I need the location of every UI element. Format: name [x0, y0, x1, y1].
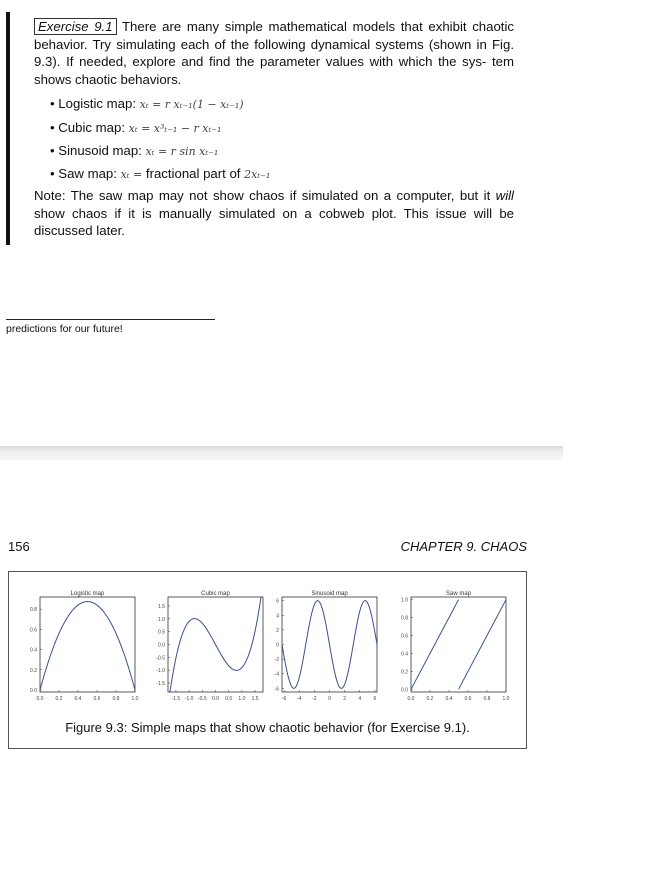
- y-tick-label: -6: [274, 686, 279, 693]
- x-tick-label: 6: [373, 696, 377, 702]
- bullet-sinusoid: • Sinusoid map: xₜ = r sin xₜ₋₁: [50, 143, 219, 158]
- y-tick-label: 4: [276, 613, 279, 620]
- x-tick-label: -6: [281, 696, 287, 702]
- y-tick-label: 0.8: [30, 607, 37, 614]
- note-pre: Note: The saw map may not show chaos if simulated on a computer, but it: [34, 188, 491, 203]
- bullet-saw: • Saw map: xₜ = fractional part of 2xₜ₋₁: [50, 166, 271, 181]
- x-tick-label: 1.5: [251, 696, 259, 702]
- exercise-note: [34, 187, 514, 240]
- y-tick-label: 0.6: [30, 627, 37, 634]
- y-tick-label: 1.5: [158, 603, 165, 610]
- note-emphasis: will: [495, 188, 514, 203]
- plot-title: Saw map: [445, 591, 472, 597]
- bullet-name: Logistic map:: [58, 96, 136, 111]
- plot-title: Cubic map: [201, 591, 230, 597]
- x-tick-label: -2: [312, 696, 317, 702]
- bullet-formula: xₜ = r xₜ₋₁(1 − xₜ₋₁): [139, 98, 244, 111]
- bullet-formula: xₜ = x³ₜ₋₁ − r xₜ₋₁: [128, 122, 222, 135]
- y-tick-label: 0.4: [30, 647, 37, 654]
- bullet-name: Cubic map:: [58, 120, 125, 135]
- y-tick-label: 0.2: [401, 669, 408, 676]
- x-tick-label: 0.5: [225, 696, 233, 702]
- x-tick-label: 0.0: [36, 696, 44, 702]
- y-tick-label: 0.4: [401, 651, 408, 658]
- plot-curve: [40, 602, 135, 690]
- bullet-formula: xₜ = r sin xₜ₋₁: [145, 145, 219, 158]
- intro-line1: There are many simple mathematical models that exhibit chaotic: [122, 19, 514, 34]
- y-tick-label: 0.8: [401, 615, 408, 622]
- bullet-formula-pre: xₜ =: [120, 168, 143, 181]
- note-post: show chaos if it is manually simulated on a cobweb plot. This issue will be discussed later.: [34, 205, 514, 238]
- x-tick-label: 0.6: [93, 696, 101, 702]
- intro-rest: behavior. Try simulating each of the following dynamical systems (shown in Fig. 9.3). If needed, explore and find the parameter values with which the sys- tem shows chaotic behaviors.: [34, 36, 514, 87]
- x-tick-label: 0.4: [74, 696, 82, 702]
- y-tick-label: -4: [274, 671, 279, 678]
- bullet-name: Sinusoid map:: [58, 143, 142, 158]
- exercise-intro: [34, 18, 514, 88]
- figure-plots: [0, 580, 540, 710]
- y-tick-label: 0.0: [401, 687, 408, 694]
- y-tick-label: -1.5: [156, 681, 165, 688]
- plot-curve: [411, 600, 506, 690]
- y-tick-label: -2: [274, 657, 279, 664]
- x-tick-label: 1.0: [502, 696, 510, 702]
- x-tick-label: 1.0: [238, 696, 246, 702]
- plot-curve: [168, 597, 263, 692]
- y-tick-label: 0.0: [30, 687, 37, 694]
- bullet-cubic: • Cubic map: xₜ = x³ₜ₋₁ − r xₜ₋₁: [50, 120, 222, 135]
- y-tick-label: -0.5: [156, 655, 165, 662]
- footnote-rule: [6, 319, 215, 320]
- plot-curve: [282, 601, 377, 689]
- x-tick-label: -1.0: [184, 696, 194, 702]
- x-tick-label: -4: [297, 696, 302, 702]
- x-tick-label: 0.2: [426, 696, 434, 702]
- x-tick-label: 0.8: [483, 696, 491, 702]
- exercise-sidebar-rule: [6, 12, 10, 245]
- y-tick-label: 0.0: [158, 642, 165, 649]
- x-tick-label: 0.2: [55, 696, 63, 702]
- x-tick-label: 0.0: [212, 696, 219, 702]
- x-tick-label: 2: [343, 696, 347, 702]
- figure-caption: Figure 9.3: Simple maps that show chaotic behavior (for Exercise 9.1).: [65, 720, 470, 735]
- x-tick-label: 0.8: [112, 696, 120, 702]
- x-tick-label: 1.0: [131, 696, 139, 702]
- x-tick-label: 0.4: [445, 696, 453, 702]
- y-tick-label: -1.0: [156, 668, 165, 675]
- y-tick-label: 0: [276, 642, 279, 649]
- exercise-label: Exercise 9.1: [34, 18, 117, 35]
- y-tick-label: 0.2: [30, 667, 37, 674]
- y-tick-label: 1.0: [401, 597, 408, 604]
- footnote-text: predictions for our future!: [6, 323, 123, 335]
- x-tick-label: -0.5: [197, 696, 207, 702]
- y-tick-label: 0.5: [158, 629, 165, 636]
- plot-title: Logistic map: [70, 591, 105, 597]
- y-tick-label: 2: [276, 627, 279, 634]
- x-tick-label: 0: [328, 696, 331, 702]
- bullet-logistic: • Logistic map: xₜ = r xₜ₋₁(1 − xₜ₋₁): [50, 96, 244, 111]
- bullet-name: Saw map:: [58, 166, 117, 181]
- y-tick-label: 0.6: [401, 633, 408, 640]
- page-separator: [0, 446, 563, 460]
- plot-frame: [411, 597, 506, 692]
- bullet-formula: 2xₜ₋₁: [244, 168, 271, 181]
- plot-title: Sinusoid map: [311, 591, 348, 597]
- y-tick-label: 1.0: [158, 616, 165, 623]
- x-tick-label: 0.0: [407, 696, 415, 702]
- x-tick-label: 0.6: [464, 696, 472, 702]
- chapter-header: CHAPTER 9. CHAOS: [400, 539, 527, 554]
- page-number: 156: [8, 539, 30, 554]
- y-tick-label: 6: [276, 598, 279, 605]
- bullet-text: fractional part of: [145, 166, 241, 181]
- x-tick-label: 4: [358, 696, 362, 702]
- x-tick-label: -1.5: [171, 696, 181, 702]
